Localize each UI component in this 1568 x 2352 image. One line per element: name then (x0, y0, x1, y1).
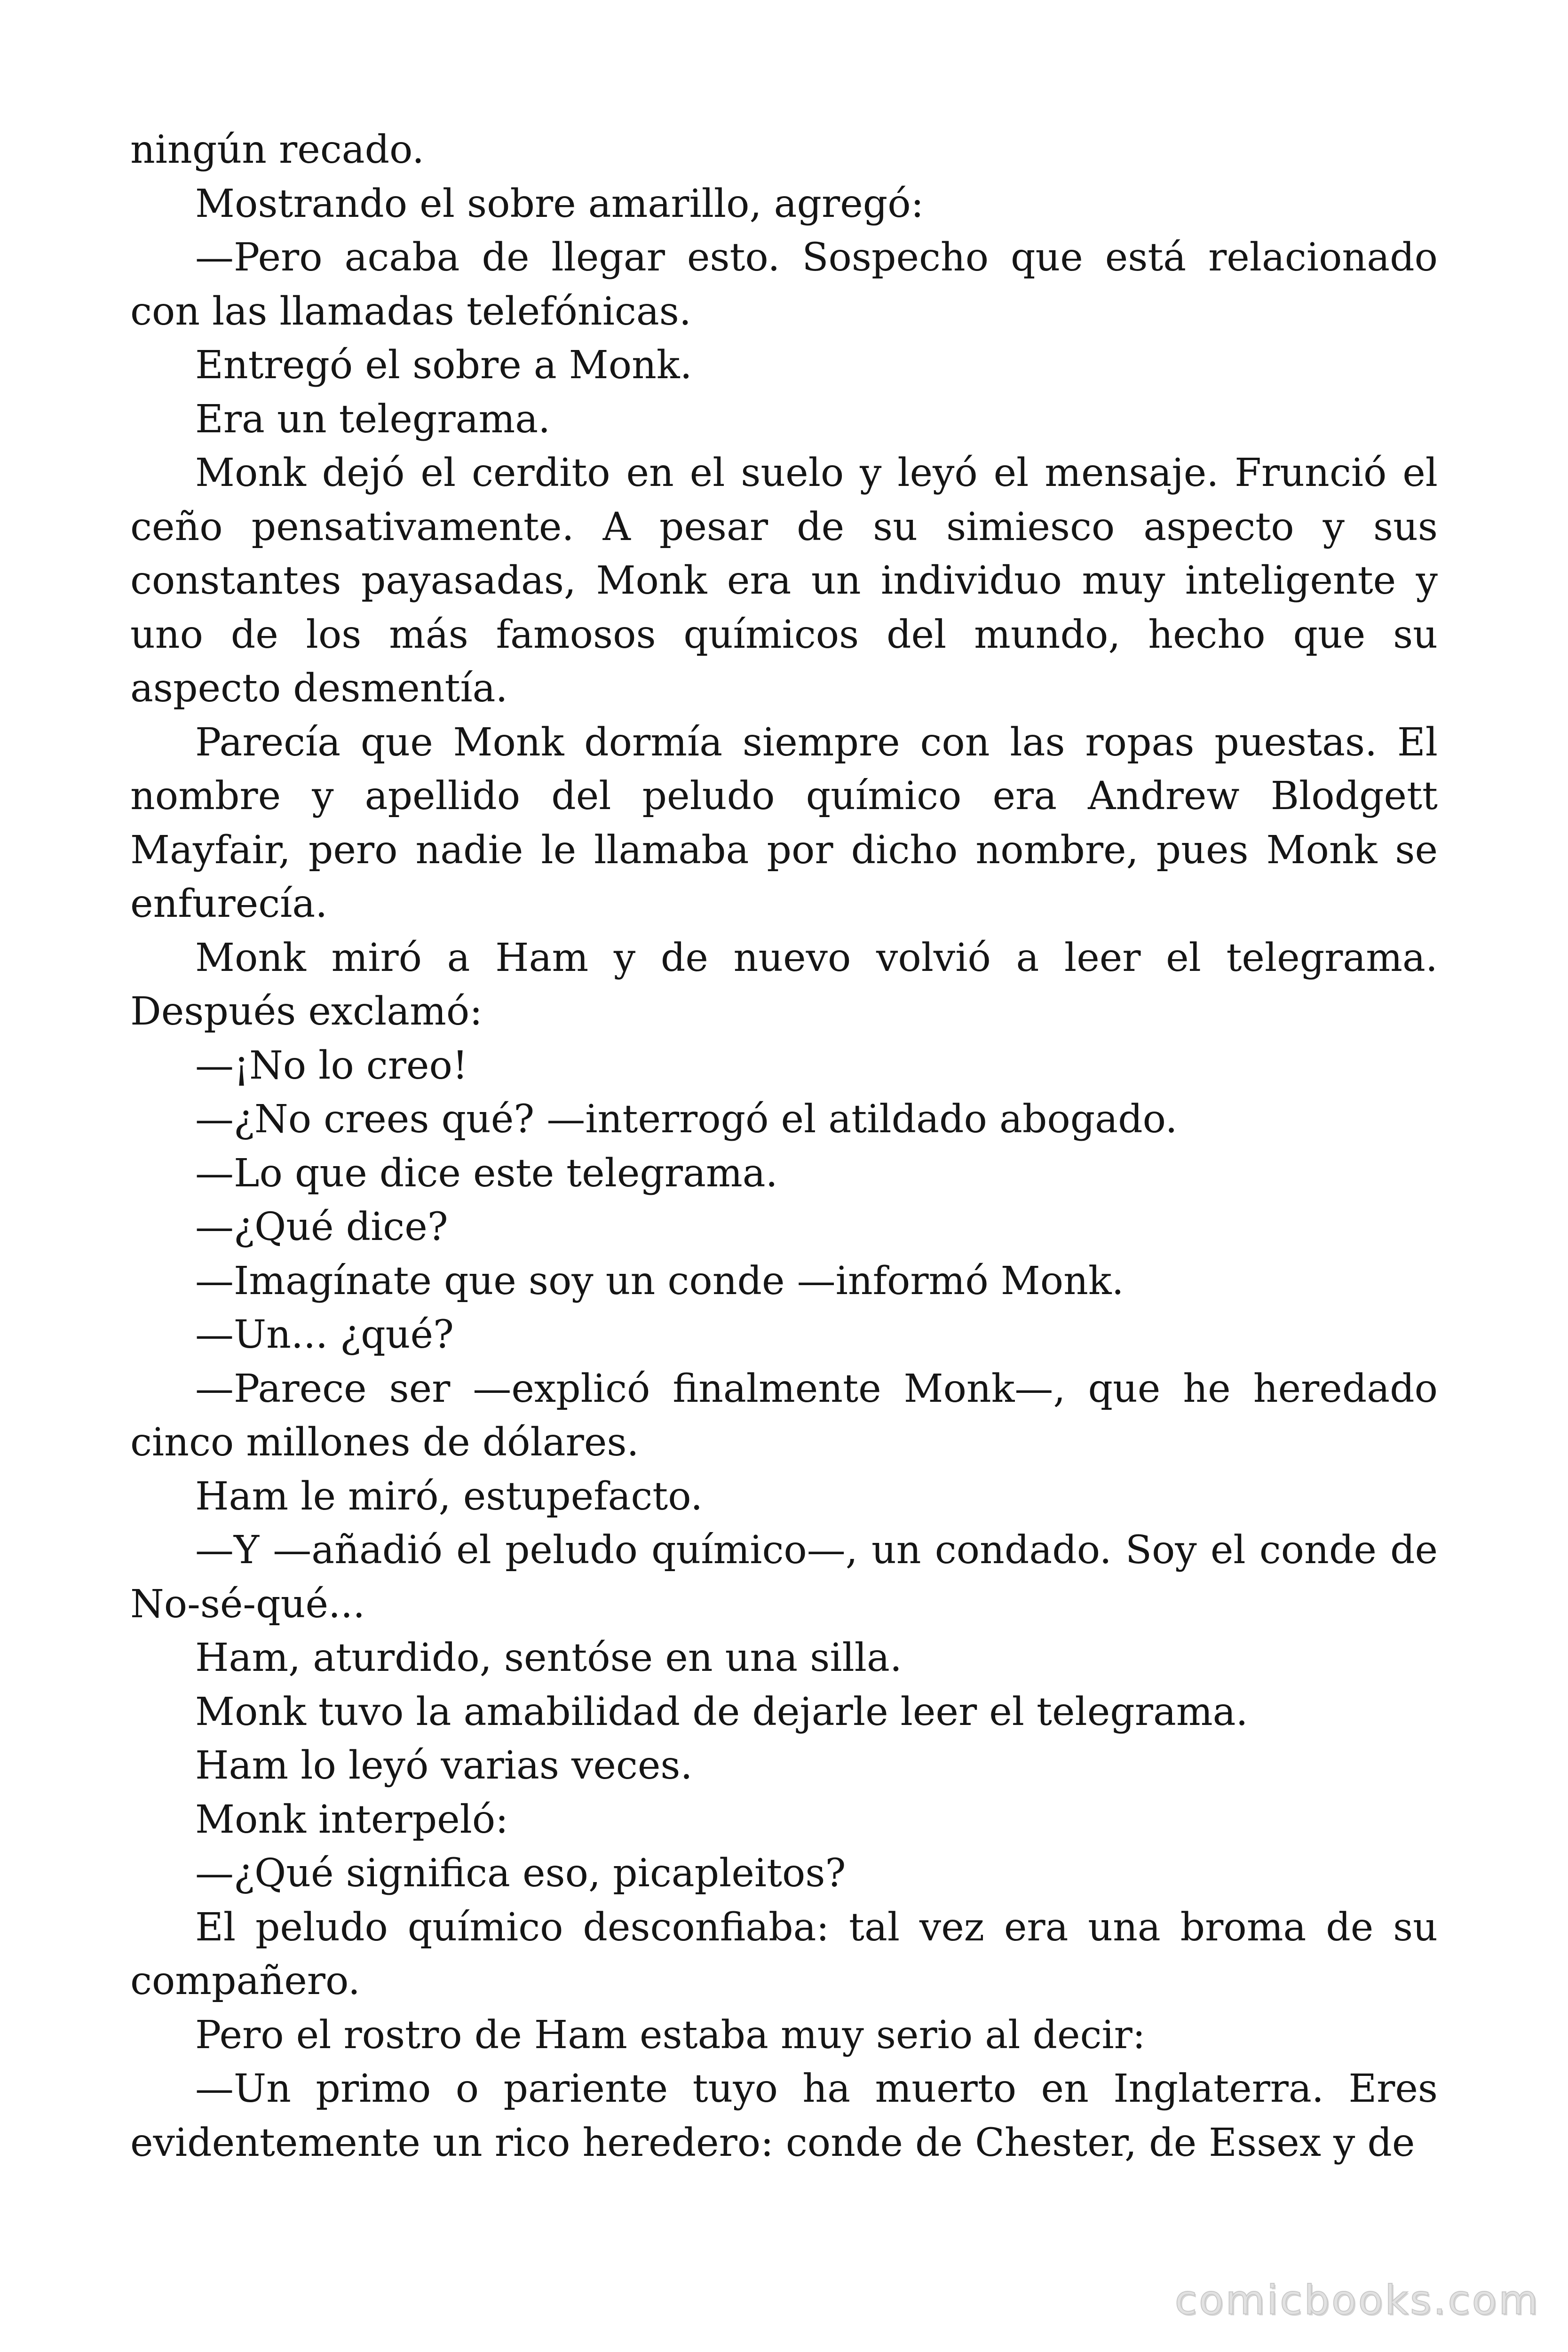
paragraph: —¿Qué significa eso, picapleitos? (195, 1851, 846, 1896)
paragraph: Monk miró a Ham y de nuevo volvió a leer el telegrama. Después exclamó: (130, 935, 1438, 1034)
paragraph: Entregó el sobre a Monk. (195, 343, 692, 388)
paragraph: —Pero acaba de llegar esto. Sospecho que está relacionado con las llamadas telefónicas. (130, 235, 1438, 334)
paragraph-continuation: ningún recado. (130, 127, 425, 172)
paragraph: Ham lo leyó varias veces. (195, 1743, 693, 1788)
paragraph: —Un primo o pariente tuyo ha muerto en Inglaterra. Eres evidentemente un rico heredero: conde de Chester, de Essex y de (130, 2066, 1438, 2165)
paragraph: Mostrando el sobre amarillo, agregó: (195, 181, 924, 226)
paragraph: Monk dejó el cerdito en el suelo y leyó el mensaje. Frunció el ceño pensativamente. A pesar de su simiesco aspecto y sus constantes payasadas, Monk era un individuo muy inteligente y uno de los más famosos químicos del mundo, hecho que su aspecto desmentía. (130, 451, 1438, 711)
watermark: comicbooks.com (1174, 2277, 1540, 2324)
book-page-text (130, 123, 1438, 2170)
paragraph: —Un... ¿qué? (195, 1312, 454, 1357)
paragraph: Ham le miró, estupefacto. (195, 1474, 703, 1519)
paragraph: Parecía que Monk dormía siempre con las ropas puestas. El nombre y apellido del peludo químico era Andrew Blodgett Mayfair, pero nadie le llamaba por dicho nombre, pues Monk se enfurecía. (130, 720, 1438, 926)
paragraph: El peludo químico desconfiaba: tal vez era una broma de su compañero. (130, 1905, 1438, 2003)
paragraph: —Parece ser —explicó finalmente Monk—, que he heredado cinco millones de dólares. (130, 1366, 1438, 1465)
paragraph: Monk tuvo la amabilidad de dejarle leer el telegrama. (195, 1689, 1248, 1734)
paragraph: Monk interpeló: (195, 1797, 508, 1842)
paragraph: —¿No crees qué? —interrogó el atildado abogado. (195, 1097, 1178, 1142)
paragraph: Era un telegrama. (195, 397, 551, 442)
paragraph: Pero el rostro de Ham estaba muy serio al decir: (195, 2012, 1146, 2058)
paragraph: —Imagínate que soy un conde —informó Monk. (195, 1258, 1124, 1303)
paragraph: —¡No lo creo! (195, 1043, 468, 1088)
paragraph: Ham, aturdido, sentóse en una silla. (195, 1636, 902, 1680)
paragraph: —Y —añadió el peludo químico—, un condado. Soy el conde de No-sé-qué... (130, 1528, 1438, 1627)
paragraph: —¿Qué dice? (195, 1205, 448, 1249)
paragraph: —Lo que dice este telegrama. (195, 1151, 778, 1196)
